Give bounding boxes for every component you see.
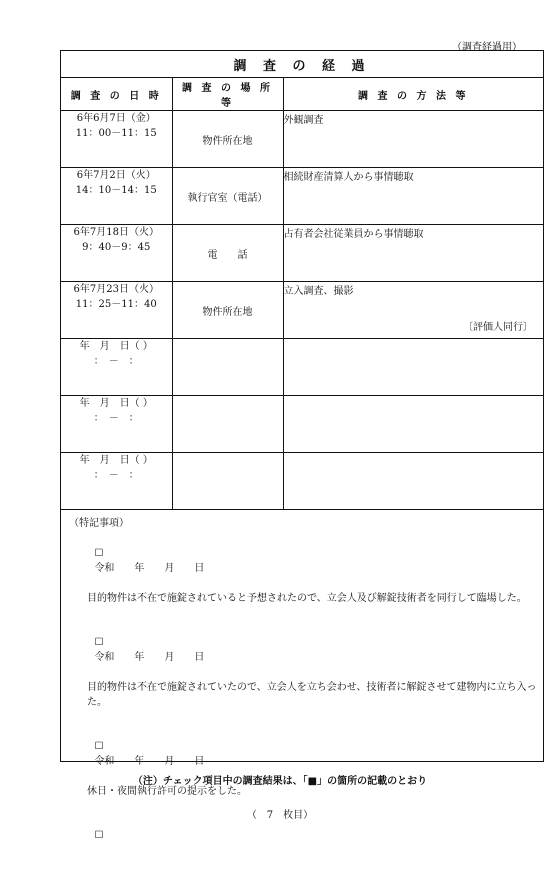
method-text: 相続財産清算人から事情聴取 [283, 172, 414, 183]
method-cell [283, 282, 543, 339]
table-row [61, 168, 543, 225]
method-text: 占有者会社従業員から事情聴取 [283, 229, 424, 240]
datetime-cell [61, 282, 172, 339]
place-cell: 物件所在地 [172, 282, 283, 339]
header-place: 調 査 の 場 所 等 [172, 78, 283, 111]
header-method: 調 査 の 方 法 等 [283, 78, 543, 111]
datetime-cell [61, 453, 172, 510]
checkbox-icon[interactable]: ☐ [94, 637, 104, 648]
note-item [69, 724, 537, 799]
date-text: 年 月 日（ ） [79, 398, 153, 409]
form-title: 調 査 の 経 過 [61, 51, 543, 78]
date-text: 6年6月7日（金） [76, 113, 156, 124]
method-text: 外観調査 [283, 115, 324, 126]
date-text: 6年7月2日（火） [76, 170, 156, 181]
header-datetime: 調 査 の 日 時 [61, 78, 172, 111]
checkbox-icon[interactable]: ☐ [94, 548, 104, 559]
datetime-cell [61, 111, 172, 168]
method-text: 立入調査、撮影 [283, 286, 354, 297]
date-text: 6年7月18日（火） [73, 227, 159, 238]
place-cell: 執行官室（電話） [172, 168, 283, 225]
table-row [61, 453, 543, 510]
note-text: 休日・夜間執行許可の提示をした。 [87, 786, 247, 797]
note-date: 令和 年 月 日 [94, 756, 205, 767]
method-note: 〔評価人同行〕 [463, 322, 533, 333]
footer-note: （注）チェック項目中の調査結果は、「■」の箇所の記載のとおり [132, 776, 428, 787]
time-text: 11：25－11：40 [75, 299, 157, 310]
table-header-row [61, 78, 543, 111]
place-cell [172, 396, 283, 453]
time-text: ： － ： [93, 356, 139, 367]
datetime-cell [61, 339, 172, 396]
note-text: 目的物件は不在で施錠されていると予想されたので、立会人及び解錠技術者を同行して臨場した。 [87, 593, 527, 604]
table-row [61, 111, 543, 168]
method-cell [283, 225, 543, 282]
time-text: 9：40－9：45 [82, 242, 151, 253]
page-number: （ 7 枚目） [246, 810, 314, 821]
time-text: ： － ： [93, 470, 139, 481]
date-text: 年 月 日（ ） [79, 455, 153, 466]
note-date: 令和 年 月 日 [94, 652, 205, 663]
time-text: ： － ： [93, 413, 139, 424]
datetime-cell [61, 225, 172, 282]
method-cell [283, 396, 543, 453]
date-text: 6年7月23日（火） [73, 284, 159, 295]
form-type-label: （調査経過用） [452, 42, 522, 53]
note-date: 令和 年 月 日 [94, 563, 205, 574]
checkbox-icon[interactable]: ☐ [94, 830, 104, 841]
method-cell [283, 453, 543, 510]
place-cell [172, 453, 283, 510]
notes-title: （特記事項） [69, 518, 129, 529]
note-item [69, 531, 537, 606]
place-cell [172, 339, 283, 396]
place-cell: 物件所在地 [172, 111, 283, 168]
date-text: 年 月 日（ ） [79, 341, 153, 352]
datetime-cell [61, 396, 172, 453]
time-text: 14：10－14：15 [75, 185, 157, 196]
investigation-log-table [61, 78, 543, 510]
table-row [61, 225, 543, 282]
table-row [61, 396, 543, 453]
note-item [69, 620, 537, 710]
method-cell [283, 339, 543, 396]
place-cell: 電 話 [172, 225, 283, 282]
method-cell [283, 168, 543, 225]
table-row [61, 282, 543, 339]
note-item [69, 813, 537, 873]
method-cell [283, 111, 543, 168]
note-text: 目的物件は不在で施錠されていたので、立会人を立ち会わせ、技術者に解錠させて建物内に立ち入った。 [87, 682, 537, 708]
datetime-cell [61, 168, 172, 225]
time-text: 11：00－11：15 [75, 128, 157, 139]
table-row [61, 339, 543, 396]
checkbox-icon[interactable]: ☐ [94, 741, 104, 752]
